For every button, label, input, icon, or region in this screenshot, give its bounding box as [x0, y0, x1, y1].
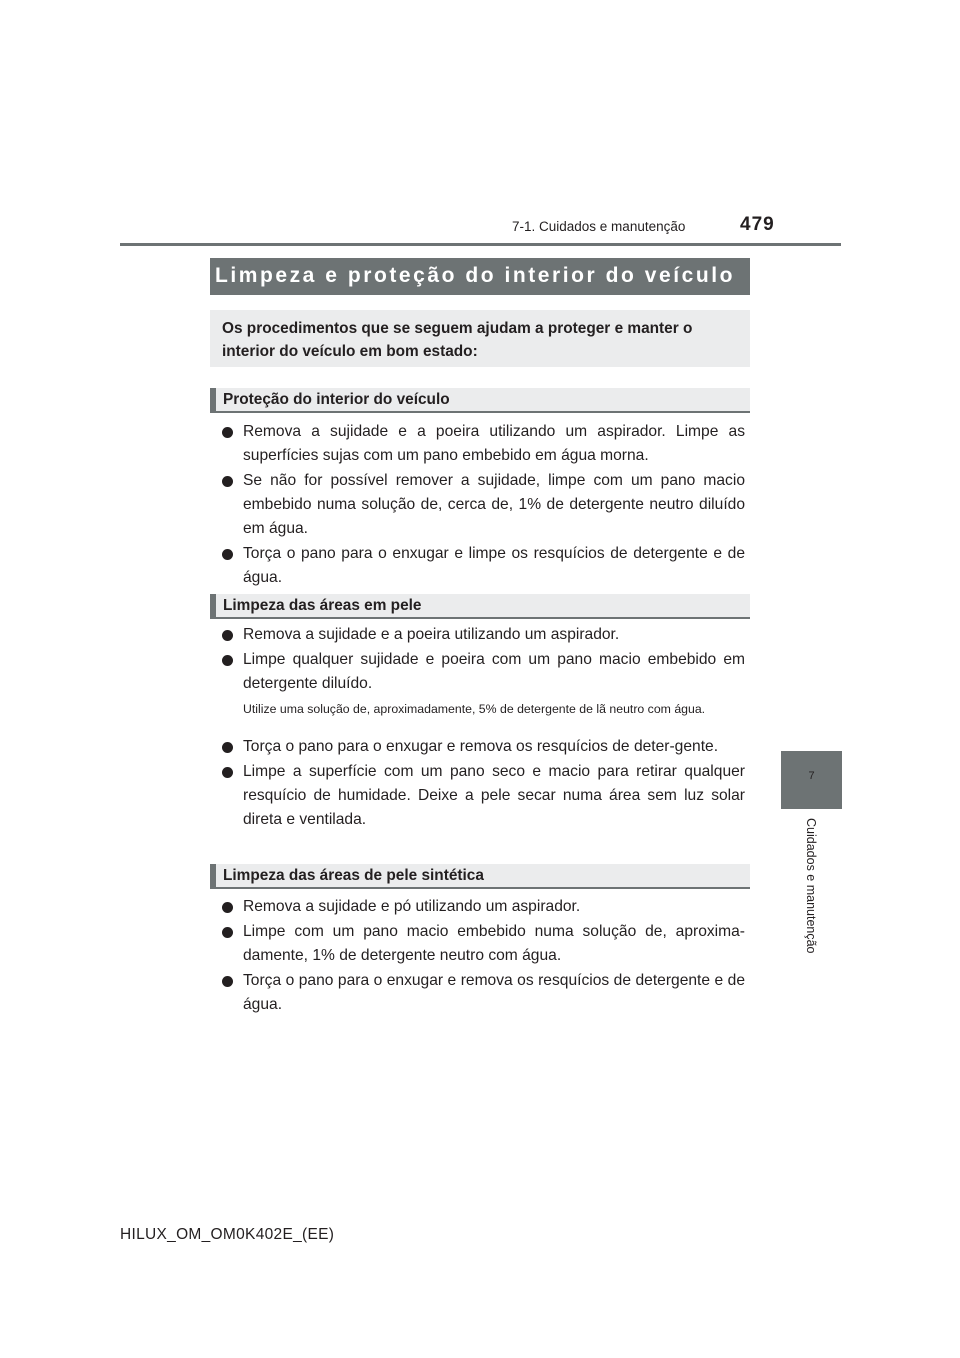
bullet-icon: [222, 630, 233, 641]
bullet-icon: [222, 767, 233, 778]
list-item: Remova a sujidade e a poeira utilizando um aspirador.: [220, 623, 745, 647]
section-heading-protection: Proteção do interior do veículo: [210, 388, 750, 413]
chapter-side-label: Cuidados e manutenção: [804, 818, 818, 954]
bullet-icon: [222, 427, 233, 438]
leather-list-continued: [220, 735, 745, 832]
list-item: Se não for possível remover a sujidade, limpe com um pano macio embebido numa solução de, cerca de, 1% de detergente neutro diluído em água.: [220, 469, 745, 541]
list-item: Limpe a superfície com um pano seco e macio para retirar qualquer resquício de humidade. Deixe a pele secar numa área sem luz solar direta e ventilada.: [220, 760, 745, 832]
bullet-icon: [222, 902, 233, 913]
header-section-text: 7-1. Cuidados e manutenção: [512, 219, 686, 234]
section-heading-synthetic: Limpeza das áreas de pele sintética: [210, 864, 750, 889]
page-title: Limpeza e proteção do interior do veículo: [210, 258, 750, 295]
bullet-icon: [222, 742, 233, 753]
protection-list: [220, 420, 745, 590]
header-rule: [120, 243, 841, 246]
page-number: 479: [740, 214, 775, 235]
list-item: Torça o pano para o enxugar e remova os resquícios de deter-gente.: [220, 735, 745, 759]
synthetic-list: [220, 895, 745, 1017]
list-item: Limpe com um pano macio embebido numa solução de, aproxima-damente, 1% de detergente neutro com água.: [220, 920, 745, 968]
bullet-icon: [222, 549, 233, 560]
section-heading-leather: Limpeza das áreas em pele: [210, 594, 750, 619]
list-item: Remova a sujidade e a poeira utilizando um aspirador. Limpe as superfícies sujas com um pano embebido em água morna.: [220, 420, 745, 468]
footer-document-code: HILUX_OM_OM0K402E_(EE): [120, 1226, 335, 1243]
bullet-icon: [222, 476, 233, 487]
list-item: Limpe qualquer sujidade e poeira com um pano macio embebido em detergente diluído.: [220, 648, 745, 696]
list-item: Remova a sujidade e pó utilizando um aspirador.: [220, 895, 745, 919]
bullet-icon: [222, 976, 233, 987]
leather-note: Utilize uma solução de, aproximadamente, 5% de detergente de lã neutro com água.: [243, 702, 706, 716]
list-item: Torça o pano para o enxugar e remova os resquícios de detergente e de água.: [220, 969, 745, 1017]
bullet-icon: [222, 927, 233, 938]
list-item: Torça o pano para o enxugar e limpe os resquícios de detergente e de água.: [220, 542, 745, 590]
intro-box: Os procedimentos que se seguem ajudam a proteger e manter o interior do veículo em bom estado:: [210, 310, 750, 367]
leather-list: [220, 623, 745, 696]
chapter-tab-number: 7: [808, 770, 815, 782]
bullet-icon: [222, 655, 233, 666]
